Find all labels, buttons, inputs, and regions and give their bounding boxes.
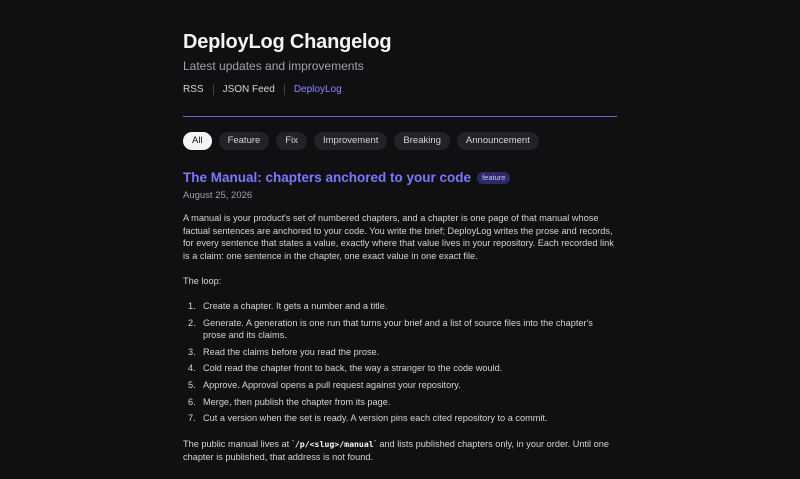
public-manual-note: The public manual lives at `/p/<slug>/manual` and lists published chapters only, in your order. Until one chapter is published, that address is not found.	[183, 439, 609, 462]
page-subtitle: Latest updates and improvements	[183, 59, 364, 73]
page-title: DeployLog Changelog	[183, 31, 392, 53]
entry-intro: A manual is your product's set of numbered chapters, and a chapter is one page of that manual whose factual sentences are anchored to your code. You write the brief; DeployLog writes the prose and records, for every sentence that states a value, exactly where that value lives in your repository. Each recorded link is a claim: one sentence in the chapter, one exact value in one exact file.	[183, 213, 614, 261]
link-divider	[284, 84, 285, 95]
filter-all[interactable]: All	[183, 132, 212, 150]
list-item: 5. Approve. Approval opens a pull request against your repository.	[188, 379, 461, 390]
list-item: 4. Cold read the chapter front to back, the way a stranger to the code would.	[188, 363, 503, 374]
filter-bar	[183, 132, 539, 150]
header-divider	[183, 116, 617, 117]
filter-fix[interactable]: Fix	[276, 132, 307, 150]
loop-label: The loop:	[183, 276, 222, 286]
entry-tag-badge: feature	[477, 172, 510, 184]
deploylog-link[interactable]: DeployLog	[293, 84, 342, 95]
link-divider	[213, 84, 214, 95]
list-item: 6. Merge, then publish the chapter from its page.	[188, 396, 391, 407]
json-feed-link[interactable]: JSON Feed	[222, 84, 275, 95]
filter-feature[interactable]: Feature	[219, 132, 270, 150]
entry-date: August 25, 2026	[183, 190, 253, 201]
list-item: 1. Create a chapter. It gets a number and a title.	[188, 301, 388, 311]
list-item: 3. Read the claims before you read the prose.	[188, 346, 380, 357]
rss-link[interactable]: RSS	[183, 84, 204, 95]
list-item: 7. Cut a version when the set is ready. A version pins each cited repository to a commit.	[188, 413, 548, 424]
filter-announcement[interactable]: Announcement	[457, 132, 539, 150]
entry-header	[183, 170, 510, 185]
steps-list	[183, 300, 617, 429]
filter-improvement[interactable]: Improvement	[314, 132, 387, 150]
header-links	[183, 84, 342, 95]
entry-title[interactable]: The Manual: chapters anchored to your code	[183, 170, 472, 185]
filter-breaking[interactable]: Breaking	[394, 132, 450, 150]
list-item: 2. Generate. A generation is one run that turns your brief and a list of source files into the chapter's prose and its claims.	[188, 317, 593, 341]
manual-path-code: /p/<slug>/manual	[294, 439, 374, 449]
